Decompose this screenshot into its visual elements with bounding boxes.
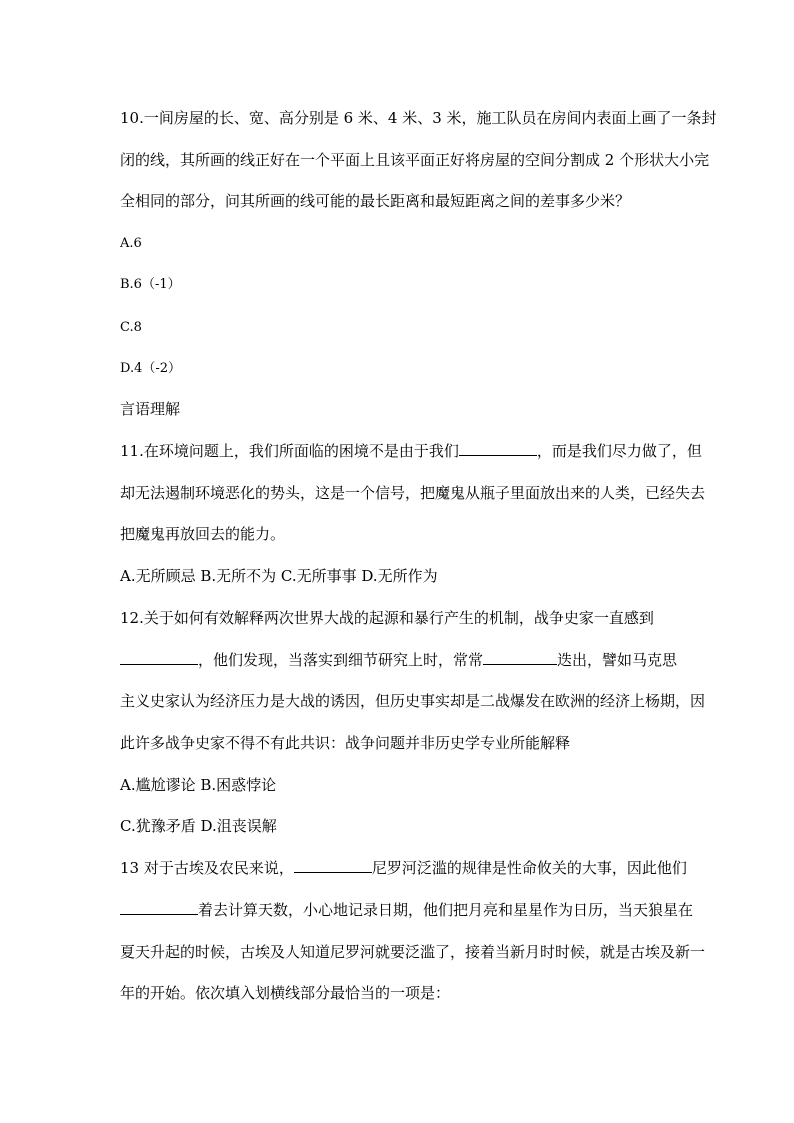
q10-line-1: 10.一间房屋的长、宽、高分别是 6 米、4 米、3 米，施工队员在房间内表面上画了一条封	[120, 109, 717, 127]
q11-line-1-pre: 11.在环境问题上，我们所面临的困境不是由于我们	[120, 442, 459, 460]
q11-line-1-post: ，而是我们尽力做了，但	[536, 442, 702, 460]
q13-line-1-post: 尼罗河泛滥的规律是性命攸关的大事，因此他们	[371, 859, 687, 877]
q13-line-2-post: 着去计算天数，小心地记录日期，他们把月亮和星星作为日历，当天狼星在	[198, 901, 694, 919]
q10-option-c: C.8	[120, 320, 142, 335]
q13-blank-2	[120, 900, 198, 915]
q12-line-1: 12.关于如何有效解释两次世界大战的起源和暴行产生的机制，战争史家一直感到	[120, 609, 654, 627]
q12-blank-1	[120, 650, 198, 665]
q12-options-2: C.犹豫矛盾 D.沮丧误解	[120, 817, 277, 835]
q11-blank	[459, 441, 537, 456]
section-title: 言语理解	[120, 400, 181, 418]
q13-line-1	[120, 858, 687, 878]
q10-option-b: B.6（-1）	[120, 277, 181, 292]
q12-line-2-post: 迭出，譬如马克思	[557, 651, 678, 669]
q11-line-3: 把魔鬼再放回去的能力。	[120, 525, 286, 543]
q13-line-4: 年的开始。依次填入划横线部分最恰当的一项是：	[120, 984, 451, 1002]
q12-blank-2	[483, 650, 557, 665]
q10-option-a: A.6	[120, 236, 142, 251]
q13-line-1-pre: 13 对于古埃及农民来说，	[120, 859, 294, 877]
q11-options: A.无所顾忌 B.无所不为 C.无所事事 D.无所作为	[120, 567, 438, 585]
q10-line-2: 闭的线，其所画的线正好在一个平面上且该平面正好将房屋的空间分割成 2 个形状大小完	[120, 151, 710, 169]
q10-line-3: 全相同的部分，问其所画的线可能的最长距离和最短距离之间的差事多少米？	[120, 192, 631, 210]
q12-line-2	[120, 650, 677, 670]
q13-line-2	[120, 900, 693, 920]
q13-line-3: 夏天升起的时候，古埃及人知道尼罗河就要泛滥了，接着当新月时时候，就是古埃及新一	[120, 943, 706, 961]
q11-line-1	[120, 441, 702, 461]
q12-options-1: A.尴尬谬论 B.困惑悖论	[120, 776, 277, 794]
q13-blank-1	[294, 858, 372, 873]
q12-line-4: 此许多战争史家不得不有此共识：战争问题并非历史学专业所能解释	[120, 734, 571, 752]
q12-line-3: 主义史家认为经济压力是大战的诱因，但历史事实却是二战爆发在欧洲的经济上杨期，因	[120, 692, 706, 710]
q11-line-2: 却无法遏制环境恶化的势头，这是一个信号，把魔鬼从瓶子里面放出来的人类，已经失去	[120, 484, 706, 502]
q10-option-d: D.4（-2）	[120, 361, 182, 376]
q12-line-2-mid: ，他们发现，当落实到细节研究上时，常常	[198, 651, 484, 669]
